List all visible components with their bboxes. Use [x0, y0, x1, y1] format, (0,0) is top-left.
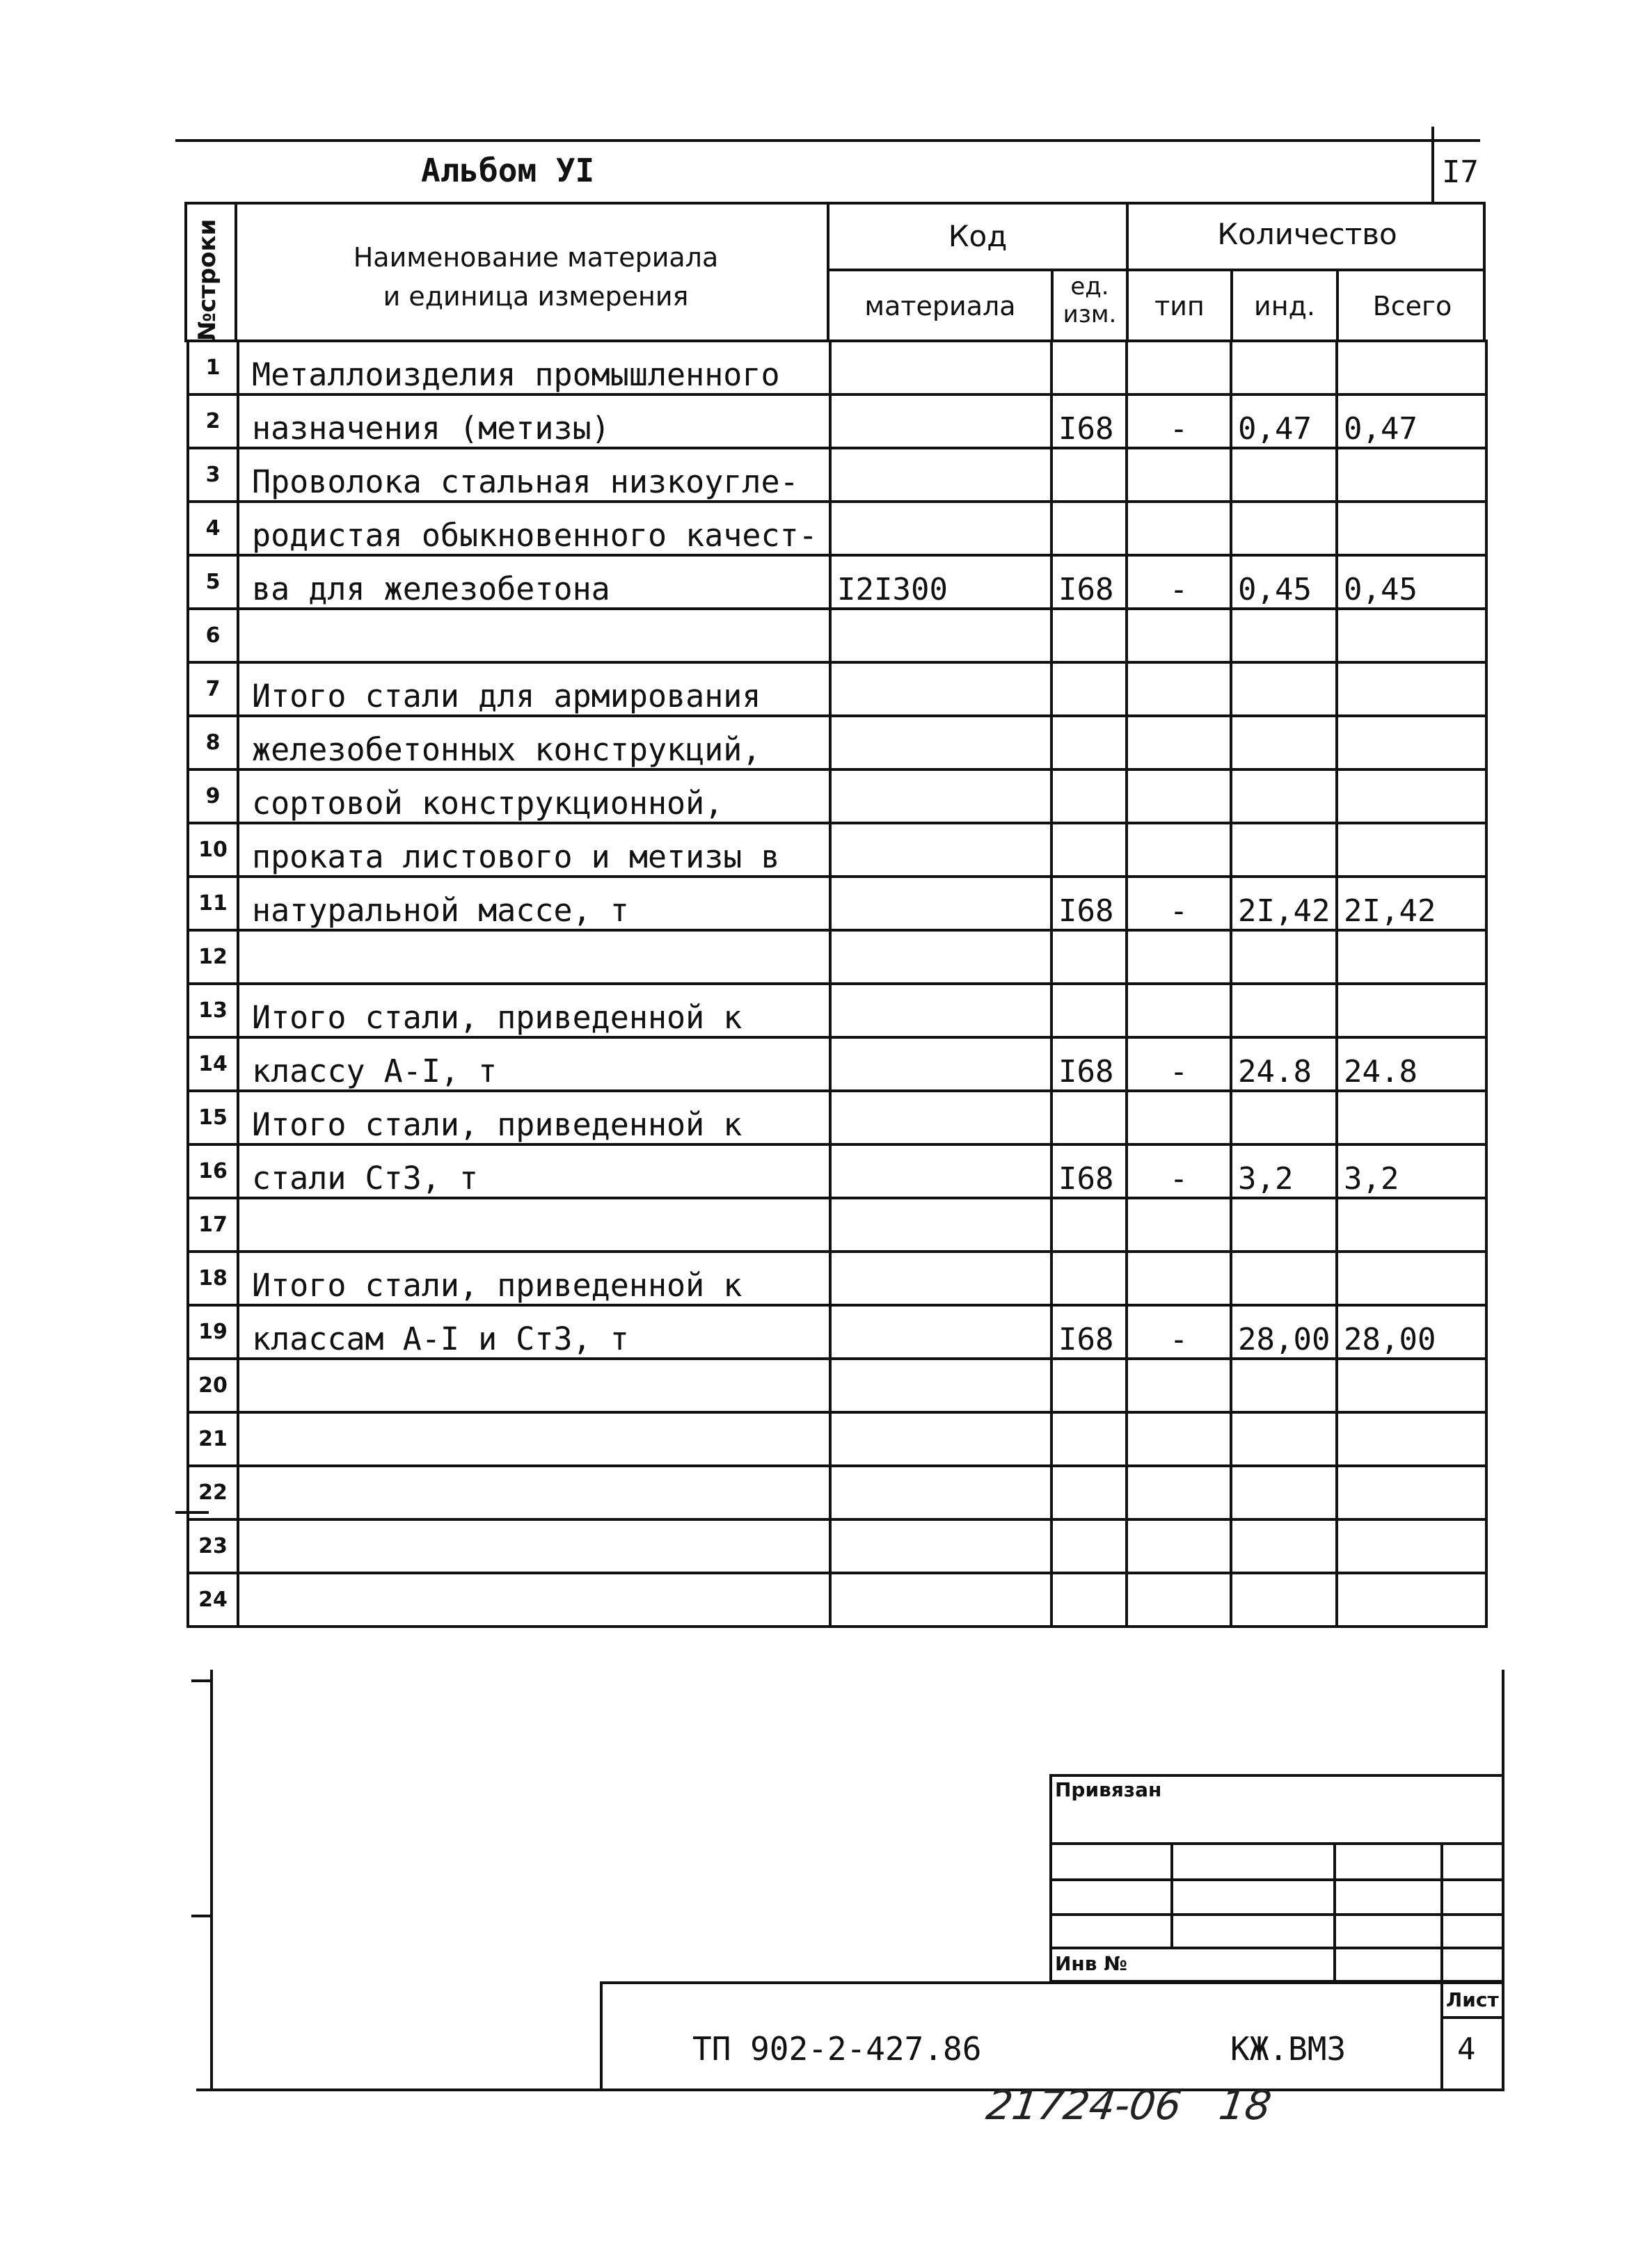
material-name: классам А-I и Ст3, т: [238, 1305, 830, 1359]
type-value: [1127, 716, 1231, 769]
type-value: [1127, 662, 1231, 716]
total-value: [1337, 823, 1486, 877]
unit-code: [1051, 769, 1127, 823]
row-number: 1: [188, 341, 238, 394]
sheet-divider: [1440, 1981, 1443, 2091]
material-code: [830, 502, 1051, 555]
row-number: 10: [188, 823, 238, 877]
unit-code: [1051, 1198, 1127, 1252]
total-value: 28,00: [1337, 1305, 1486, 1359]
ind-value: [1231, 1359, 1337, 1412]
total-value: [1337, 1198, 1486, 1252]
drawing-mark: КЖ.ВМ3: [1230, 2030, 1347, 2068]
type-value: [1127, 1519, 1231, 1573]
table-row: [188, 1519, 1486, 1573]
material-name: Итого стали для армирования: [238, 662, 830, 716]
unit-code: I68: [1051, 1037, 1127, 1091]
row-number: 16: [188, 1144, 238, 1198]
ind-value: 3,2: [1231, 1144, 1337, 1198]
unit-code: [1051, 609, 1127, 662]
ind-value: [1231, 769, 1337, 823]
materials-table: [186, 340, 1488, 1628]
unit-code: [1051, 1573, 1127, 1627]
ind-header: инд.: [1254, 291, 1315, 321]
material-name: [238, 1359, 830, 1412]
total-value: [1337, 1519, 1486, 1573]
material-code: [830, 1252, 1051, 1305]
material-code: [830, 1198, 1051, 1252]
unit-code: [1051, 502, 1127, 555]
type-value: [1127, 1198, 1231, 1252]
table-row: [188, 1037, 1486, 1091]
material-code: [830, 448, 1051, 502]
ind-value: [1231, 1198, 1337, 1252]
row-number: 19: [188, 1305, 238, 1359]
total-value: [1337, 1091, 1486, 1144]
album-title: Альбом УI: [421, 152, 595, 189]
total-header: Всего: [1372, 291, 1452, 321]
material-code: [830, 1466, 1051, 1519]
sheet-label: Лист: [1446, 1988, 1499, 2011]
ind-value: 28,00: [1231, 1305, 1337, 1359]
stamp-divider: [1170, 1842, 1173, 1949]
material-name: [238, 1466, 830, 1519]
material-name: [238, 1198, 830, 1252]
material-code: I2I300: [830, 555, 1051, 609]
unit-code: [1051, 1519, 1127, 1573]
stamp-divider: [1440, 1842, 1443, 1981]
stamp-line: [1049, 1913, 1504, 1916]
row-number: 22: [188, 1466, 238, 1519]
ind-value: [1231, 1091, 1337, 1144]
ind-value: 0,47: [1231, 394, 1337, 448]
name-header-line2: и единица измерения: [383, 281, 689, 312]
total-value: 0,47: [1337, 394, 1486, 448]
type-value: -: [1127, 1037, 1231, 1091]
type-value: [1127, 1412, 1231, 1466]
row-number: 13: [188, 984, 238, 1037]
row-number: 4: [188, 502, 238, 555]
page-number-divider: [1431, 127, 1434, 202]
header-divider: [827, 269, 1486, 271]
unit-code: I68: [1051, 394, 1127, 448]
row-number: 2: [188, 394, 238, 448]
material-code: [830, 1144, 1051, 1198]
total-value: [1337, 1573, 1486, 1627]
unit-header-line1: ед.: [1070, 273, 1109, 301]
type-value: [1127, 1252, 1231, 1305]
ind-value: 2I,42: [1231, 877, 1337, 930]
table-row: [188, 1359, 1486, 1412]
ind-value: [1231, 823, 1337, 877]
quantity-header: Количество: [1217, 217, 1397, 251]
unit-code: [1051, 1252, 1127, 1305]
table-row: [188, 1144, 1486, 1198]
total-value: [1337, 716, 1486, 769]
material-code: [830, 1573, 1051, 1627]
table-row: [188, 1573, 1486, 1627]
ind-value: [1231, 1252, 1337, 1305]
type-value: [1127, 769, 1231, 823]
total-value: [1337, 984, 1486, 1037]
row-number: 20: [188, 1359, 238, 1412]
row-number: 8: [188, 716, 238, 769]
material-name: [238, 609, 830, 662]
stamp-line: [1049, 1947, 1504, 1949]
type-value: [1127, 448, 1231, 502]
row-number: 11: [188, 877, 238, 930]
sheet-number: 4: [1457, 2031, 1476, 2067]
row-number: 21: [188, 1412, 238, 1466]
type-value: -: [1127, 555, 1231, 609]
type-value: [1127, 1466, 1231, 1519]
left-margin-tick: [191, 1915, 212, 1917]
total-value: [1337, 609, 1486, 662]
total-value: 3,2: [1337, 1144, 1486, 1198]
total-value: [1337, 662, 1486, 716]
top-rule: [175, 139, 1480, 142]
inventory-number-label: Инв №: [1055, 1952, 1127, 1975]
table-row: [188, 394, 1486, 448]
bound-label: Привязан: [1055, 1778, 1162, 1801]
material-name: [238, 930, 830, 984]
material-code: [830, 930, 1051, 984]
row-number: 3: [188, 448, 238, 502]
total-value: [1337, 1412, 1486, 1466]
ind-value: [1231, 716, 1337, 769]
material-name: проката листового и метизы в: [238, 823, 830, 877]
total-value: [1337, 1252, 1486, 1305]
material-code: [830, 823, 1051, 877]
unit-code: [1051, 716, 1127, 769]
row-number: 12: [188, 930, 238, 984]
type-value: [1127, 341, 1231, 394]
unit-code: I68: [1051, 1144, 1127, 1198]
row-number: 6: [188, 609, 238, 662]
sheet-divider: [1440, 2016, 1504, 2019]
total-value: [1337, 769, 1486, 823]
table-row: [188, 662, 1486, 716]
material-name: Итого стали, приведенной к: [238, 984, 830, 1037]
row-number: 18: [188, 1252, 238, 1305]
unit-code: [1051, 930, 1127, 984]
table-row: [188, 1091, 1486, 1144]
table-row: [188, 1305, 1486, 1359]
material-code: [830, 341, 1051, 394]
unit-header-line2: изм.: [1063, 301, 1117, 328]
stamp-divider: [1333, 1842, 1336, 1981]
material-name: [238, 1573, 830, 1627]
table-row: [188, 1198, 1486, 1252]
material-code: [830, 769, 1051, 823]
unit-code: [1051, 1359, 1127, 1412]
left-margin-tick: [191, 1679, 212, 1682]
type-value: -: [1127, 877, 1231, 930]
material-code: [830, 1519, 1051, 1573]
material-code: [830, 716, 1051, 769]
material-name: Итого стали, приведенной к: [238, 1252, 830, 1305]
ind-value: [1231, 984, 1337, 1037]
material-name: родистая обыкновенного качест-: [238, 502, 830, 555]
total-value: [1337, 502, 1486, 555]
material-code: [830, 1037, 1051, 1091]
unit-code: [1051, 1091, 1127, 1144]
total-value: 24.8: [1337, 1037, 1486, 1091]
table-row: [188, 502, 1486, 555]
type-value: [1127, 823, 1231, 877]
material-name: [238, 1519, 830, 1573]
total-value: [1337, 1466, 1486, 1519]
row-number: 14: [188, 1037, 238, 1091]
handwritten-number: 21724-06 18: [983, 2082, 1275, 2129]
ind-value: [1231, 1466, 1337, 1519]
total-value: [1337, 448, 1486, 502]
unit-code: [1051, 1412, 1127, 1466]
total-value: [1337, 930, 1486, 984]
code-header: Код: [948, 219, 1008, 253]
type-value: [1127, 1091, 1231, 1144]
material-name: [238, 1412, 830, 1466]
unit-code: [1051, 1466, 1127, 1519]
ind-value: [1231, 341, 1337, 394]
material-name: классу А-I, т: [238, 1037, 830, 1091]
material-name: железобетонных конструкций,: [238, 716, 830, 769]
ind-value: [1231, 930, 1337, 984]
type-value: [1127, 984, 1231, 1037]
ind-value: [1231, 502, 1337, 555]
type-value: [1127, 1359, 1231, 1412]
header-divider: [235, 202, 237, 342]
ind-value: 24.8: [1231, 1037, 1337, 1091]
table-row: [188, 823, 1486, 877]
type-value: [1127, 930, 1231, 984]
material-name: Итого стали, приведенной к: [238, 1091, 830, 1144]
table-row: [188, 1252, 1486, 1305]
total-value: [1337, 341, 1486, 394]
material-name: стали Ст3, т: [238, 1144, 830, 1198]
type-value: [1127, 1573, 1231, 1627]
unit-code: I68: [1051, 555, 1127, 609]
type-value: -: [1127, 394, 1231, 448]
total-value: 2I,42: [1337, 877, 1486, 930]
material-code: [830, 877, 1051, 930]
material-code: [830, 1305, 1051, 1359]
total-value: [1337, 1359, 1486, 1412]
table-row: [188, 1412, 1486, 1466]
table-row: [188, 877, 1486, 930]
material-name: ва для железобетона: [238, 555, 830, 609]
left-margin-tick: [175, 1511, 209, 1514]
page-number: I7: [1442, 154, 1479, 190]
material-name: сортовой конструкционной,: [238, 769, 830, 823]
document-code: ТП 902-2-427.86: [692, 2030, 982, 2068]
material-code: [830, 609, 1051, 662]
row-number-header: №строки: [193, 218, 221, 341]
unit-code: [1051, 448, 1127, 502]
unit-code: I68: [1051, 1305, 1127, 1359]
table-row: [188, 930, 1486, 984]
row-number: 15: [188, 1091, 238, 1144]
table-row: [188, 716, 1486, 769]
unit-code: [1051, 823, 1127, 877]
table-row: [188, 555, 1486, 609]
type-value: -: [1127, 1305, 1231, 1359]
ind-value: [1231, 448, 1337, 502]
material-code: [830, 984, 1051, 1037]
ind-value: [1231, 609, 1337, 662]
row-number: 5: [188, 555, 238, 609]
material-code: [830, 394, 1051, 448]
material-name: Металлоизделия промышленного: [238, 341, 830, 394]
type-header: тип: [1154, 291, 1205, 321]
table-row: [188, 341, 1486, 394]
ind-value: [1231, 1573, 1337, 1627]
type-value: [1127, 609, 1231, 662]
table-row: [188, 984, 1486, 1037]
unit-code: [1051, 341, 1127, 394]
material-name: назначения (метизы): [238, 394, 830, 448]
unit-code: I68: [1051, 877, 1127, 930]
row-number: 24: [188, 1573, 238, 1627]
material-code: [830, 1359, 1051, 1412]
table-row: [188, 1466, 1486, 1519]
stamp-line: [1049, 1842, 1504, 1845]
unit-code: [1051, 662, 1127, 716]
material-code: [830, 1091, 1051, 1144]
row-number: 23: [188, 1519, 238, 1573]
type-value: [1127, 502, 1231, 555]
ind-value: [1231, 662, 1337, 716]
table-row: [188, 609, 1486, 662]
type-value: -: [1127, 1144, 1231, 1198]
material-name: натуральной массе, т: [238, 877, 830, 930]
table-row: [188, 448, 1486, 502]
ind-value: 0,45: [1231, 555, 1337, 609]
material-name: Проволока стальная низкоугле-: [238, 448, 830, 502]
material-code: [830, 662, 1051, 716]
code-material-header: материала: [864, 291, 1016, 321]
frame-left: [210, 1670, 213, 2091]
ind-value: [1231, 1519, 1337, 1573]
ind-value: [1231, 1412, 1337, 1466]
stamp-line: [1049, 1878, 1504, 1881]
row-number: 9: [188, 769, 238, 823]
table-row: [188, 769, 1486, 823]
unit-code: [1051, 984, 1127, 1037]
material-code: [830, 1412, 1051, 1466]
row-number: 17: [188, 1198, 238, 1252]
row-number: 7: [188, 662, 238, 716]
name-header-line1: Наименование материала: [353, 242, 719, 273]
total-value: 0,45: [1337, 555, 1486, 609]
